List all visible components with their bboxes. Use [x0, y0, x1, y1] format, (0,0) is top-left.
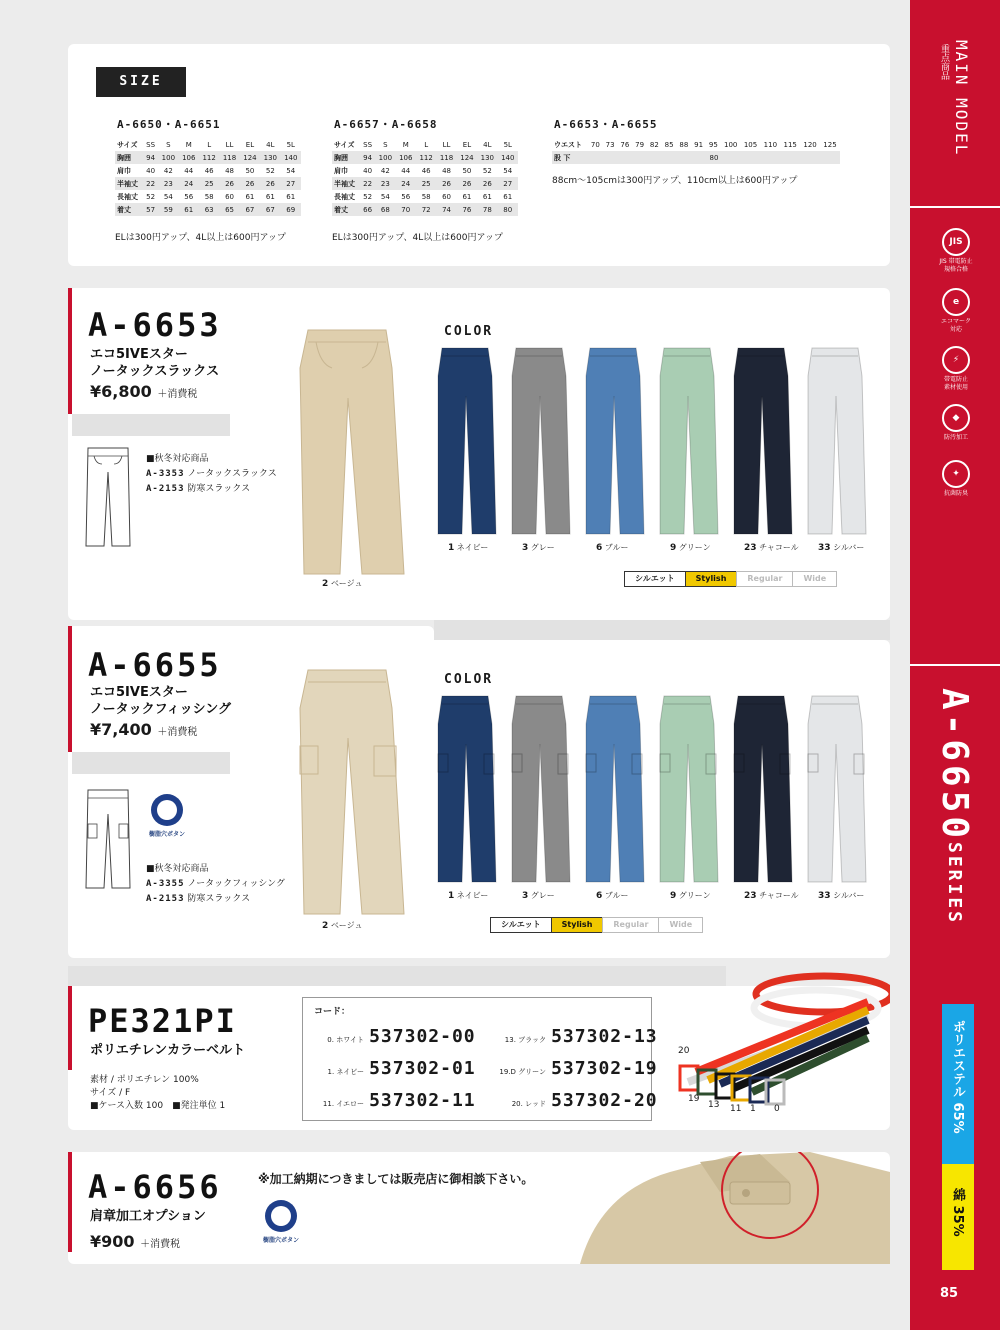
accent-bar [68, 1152, 72, 1252]
size-cell: 56 [184, 192, 194, 201]
size-header: S [166, 140, 171, 149]
silhouette-scale [490, 917, 702, 933]
color-label: 6 ブルー [596, 543, 629, 553]
size-cell: 長袖丈 [334, 192, 355, 201]
size-cell: 60 [225, 192, 234, 201]
size-cell: 118 [219, 151, 239, 164]
size-cell: 100 [158, 151, 178, 164]
size-cell: 61 [265, 192, 275, 201]
silhouette-wide: Wide [792, 571, 837, 587]
belt-number: 11 [730, 1104, 742, 1114]
belt-illustration [668, 952, 890, 1120]
color-label: 1 ネイビー [448, 543, 489, 553]
accent-bar [68, 986, 72, 1070]
size-table1 [115, 138, 301, 216]
feature-badge: ⚡ 帯電防止 素材使用 [928, 346, 984, 392]
size-cell: 44 [184, 166, 194, 175]
model-number: A-6655 [88, 646, 222, 684]
size-cell: 26 [436, 177, 456, 190]
size-cell: 54 [380, 192, 390, 201]
size-cell: 67 [260, 203, 280, 216]
resin-button-icon: 樹脂穴ボタン [144, 794, 190, 838]
size-header: SS [146, 140, 156, 149]
belt-code: 20. レッド 537302-20 [511, 1090, 658, 1111]
size-cell: 26 [477, 177, 497, 190]
size-table3 [552, 138, 840, 164]
price: ¥900 ＋消費税 [90, 1232, 181, 1251]
size-header: サイズ [334, 140, 355, 149]
belt-number: 0 [774, 1104, 780, 1114]
waist-cell: 85 [664, 140, 674, 149]
pants-color-variant [732, 346, 794, 536]
size-header: 5L [286, 140, 295, 149]
model-number: A-6653 [88, 306, 222, 344]
main-color-label: 2 ベージュ [322, 579, 363, 589]
size-cell: 22 [143, 177, 158, 190]
size-cell: 59 [158, 203, 178, 216]
pants-color-variant [510, 346, 572, 536]
color-label: 33 シルバー [818, 543, 865, 553]
size-cell: 半袖丈 [115, 177, 143, 190]
waist-cell: 91 [694, 140, 704, 149]
silhouette-label: シルエット [490, 917, 552, 933]
size-cell: 26 [240, 177, 260, 190]
color-label: 9 グリーン [670, 891, 711, 901]
size-header: S [383, 140, 388, 149]
series-model: A-6650 [934, 688, 975, 843]
resin-button-icon: 樹脂穴ボタン [258, 1200, 304, 1244]
belt-number: 20 [678, 1046, 690, 1056]
belt-code: 1. ネイビー 537302-01 [327, 1058, 476, 1079]
size-cell: 25 [416, 177, 436, 190]
feature-badge: ◆ 防汚加工 [928, 404, 984, 442]
size-header: M [402, 140, 409, 149]
color-label: 9 グリーン [670, 543, 711, 553]
color-heading: COLOR [444, 672, 494, 687]
size-cell: 124 [240, 151, 260, 164]
waist-cell: 120 [803, 140, 817, 149]
size-cell: 27 [498, 177, 518, 190]
size-cell: 胸囲 [115, 151, 143, 164]
size-table2 [332, 138, 518, 216]
size-cell: 48 [225, 166, 234, 175]
size-cell: 65 [219, 203, 239, 216]
size-cell: 52 [482, 166, 492, 175]
size-cell: 48 [442, 166, 451, 175]
size-cell: 24 [179, 177, 199, 190]
waist-label: ウエスト [554, 140, 582, 149]
size-cell: 半袖丈 [332, 177, 360, 190]
main-pants-beige [296, 668, 406, 916]
size-cell: 44 [401, 166, 411, 175]
silhouette-scale [624, 571, 836, 587]
size-header: EL [462, 140, 472, 149]
pants-color-variant [806, 694, 868, 884]
waist-cell: 115 [783, 140, 797, 149]
size-cell: 74 [436, 203, 456, 216]
size-header: 4L [483, 140, 492, 149]
color-label: 6 ブルー [596, 891, 629, 901]
winter-items: ■秋冬対応商品 A-3353 ノータックスラックス A-2153 防寒スラックス [146, 454, 277, 494]
size-cell: 胸囲 [332, 151, 360, 164]
size-header: EL [245, 140, 255, 149]
fabric-cotton-label: 綿 35% [950, 1188, 965, 1237]
size-cell: 112 [416, 151, 436, 164]
size-header: L [207, 140, 212, 149]
feature-icon: ◆ [942, 404, 970, 432]
size-badge: SIZE [96, 67, 186, 97]
size-cell: 26 [219, 177, 239, 190]
pants-color-variant [584, 346, 646, 536]
divider [434, 620, 890, 640]
silhouette-wide: Wide [658, 917, 703, 933]
pants-color-variant [436, 694, 498, 884]
size-cell: 54 [286, 166, 296, 175]
size-cell: 140 [281, 151, 301, 164]
size-header: サイズ [117, 140, 138, 149]
size-cell: 106 [396, 151, 416, 164]
size-table2-note: ELは300円アップ、4L以上は600円アップ [332, 233, 503, 243]
belt-number: 19 [688, 1094, 700, 1104]
size-cell: 78 [477, 203, 497, 216]
divider [72, 414, 230, 436]
color-label: 33 シルバー [818, 891, 865, 901]
waist-cell: 110 [763, 140, 778, 149]
size-cell: 着丈 [115, 203, 143, 216]
size-table2-title: A-6657・A-6658 [334, 118, 438, 131]
size-cell: 54 [503, 166, 513, 175]
size-cell: 76 [457, 203, 477, 216]
sidebar-divider [910, 206, 1000, 208]
waist-cell: 79 [635, 140, 645, 149]
silhouette-stylish: Stylish [685, 571, 738, 587]
main-model-sub: 重点商品 [939, 44, 949, 80]
belt-number: 1 [750, 1104, 756, 1114]
size-cell: 56 [401, 192, 411, 201]
product-name: エコ5IVEスター ノータックフィッシング [90, 685, 231, 717]
size-cell: 23 [375, 177, 395, 190]
product-name: 肩章加工オプション [90, 1209, 206, 1224]
feature-badge: ✦ 抗菌防臭 [928, 460, 984, 498]
inseam-label: 股 下 [552, 151, 588, 164]
color-label: 3 グレー [522, 891, 555, 901]
price: ¥7,400 ＋消費税 [90, 720, 198, 739]
size-cell: 40 [146, 166, 156, 175]
belt-code: 0. ホワイト 537302-00 [327, 1026, 476, 1047]
size-cell: 140 [498, 151, 518, 164]
waist-cell: 105 [743, 140, 758, 149]
waist-cell: 88 [679, 140, 689, 149]
color-label: 23 チャコール [744, 543, 799, 553]
accent-bar [68, 626, 72, 752]
color-heading: COLOR [444, 324, 494, 339]
size-cell: 80 [498, 203, 518, 216]
belt-number: 13 [708, 1100, 720, 1110]
size-header: LL [225, 140, 234, 149]
silhouette-regular: Regular [736, 571, 793, 587]
accent-bar [68, 288, 72, 414]
code-heading: コード： [314, 1007, 351, 1017]
page-number: 85 [940, 1286, 959, 1301]
main-pants-beige [296, 328, 406, 576]
size-cell: 60 [442, 192, 451, 201]
size-cell: 40 [363, 166, 373, 175]
size-cell: 66 [360, 203, 375, 216]
size-header: L [424, 140, 429, 149]
pants-color-variant [584, 694, 646, 884]
product-name: エコ5IVEスター ノータックスラックス [90, 347, 220, 379]
size-cell: 67 [240, 203, 260, 216]
size-cell: 68 [375, 203, 395, 216]
size-cell: 72 [416, 203, 436, 216]
series-word: SERIES [944, 842, 965, 926]
model-number: PE321PI [88, 1002, 237, 1040]
size-header: LL [442, 140, 451, 149]
size-cell: 94 [143, 151, 158, 164]
feature-badge: JIS JIS 帯電防止 規格合格 [928, 228, 984, 274]
waist-cell: 70 [590, 140, 600, 149]
size-cell: 61 [503, 192, 513, 201]
belt-code: 19.D グリーン 537302-19 [499, 1058, 658, 1079]
sidebar-divider [910, 664, 1000, 666]
price: ¥6,800 ＋消費税 [90, 382, 198, 401]
size-cell: 25 [199, 177, 219, 190]
silhouette-stylish: Stylish [551, 917, 604, 933]
silhouette-label: シルエット [624, 571, 686, 587]
color-label: 3 グレー [522, 543, 555, 553]
processing-notice: ※加工納期につきましては販売店に御相談下さい。 [258, 1172, 534, 1186]
size-cell: 112 [199, 151, 219, 164]
pants-color-variant [806, 346, 868, 536]
feature-icon: ✦ [942, 460, 970, 488]
size-cell: 46 [204, 166, 214, 175]
pants-color-variant [510, 694, 572, 884]
silhouette-regular: Regular [602, 917, 659, 933]
size-cell: 61 [462, 192, 472, 201]
waist-cell: 125 [823, 140, 837, 149]
size-cell: 54 [163, 192, 173, 201]
size-cell: 118 [436, 151, 456, 164]
fabric-polyester-label: ポリエステル 65% [950, 1020, 965, 1134]
belt-specs: 素材 / ポリエチレン 100% サイズ / F ■ケース入数 100 ■発注単位 1 [90, 1075, 226, 1111]
feature-icon: e [942, 288, 970, 316]
size-header: M [185, 140, 192, 149]
size-header: 5L [503, 140, 512, 149]
size-cell: 61 [286, 192, 296, 201]
winter-items: ■秋冬対応商品 A-3355 ノータックフィッシング A-2153 防寒スラックス [146, 864, 285, 904]
shirt-shoulder-photo [560, 1152, 890, 1264]
size-cell: 100 [375, 151, 395, 164]
belt-code: 11. イエロー 537302-11 [322, 1090, 476, 1111]
size-cell: 94 [360, 151, 375, 164]
size-cell: 23 [158, 177, 178, 190]
size-table3-note: 88cm〜105cmは300円アップ、110cm以上は600円アップ [552, 176, 798, 186]
size-cell: 57 [143, 203, 158, 216]
size-table3-title: A-6653・A-6655 [554, 118, 658, 131]
pants-color-variant [732, 694, 794, 884]
waist-cell: 100 [723, 140, 738, 149]
divider [68, 966, 726, 986]
feature-icon: ⚡ [942, 346, 970, 374]
size-cell: 63 [199, 203, 219, 216]
feature-badge: e エコマーク 対応 [928, 288, 984, 334]
size-cell: 22 [360, 177, 375, 190]
size-cell: 27 [281, 177, 301, 190]
color-label: 23 チャコール [744, 891, 799, 901]
main-model-label: MAIN MODEL [952, 40, 971, 157]
size-table1-note: ELは300円アップ、4L以上は600円アップ [115, 233, 286, 243]
size-cell: 70 [396, 203, 416, 216]
size-cell: 50 [462, 166, 472, 175]
pants-color-variant [436, 346, 498, 536]
product-name: ポリエチレンカラーベルト [90, 1043, 246, 1058]
size-cell: 124 [457, 151, 477, 164]
size-cell: 42 [163, 166, 173, 175]
belt-code: 13. ブラック 537302-13 [504, 1026, 658, 1047]
size-cell: 26 [457, 177, 477, 190]
inseam-cell: 80 [588, 151, 840, 164]
line-drawing-slacks [84, 446, 132, 550]
size-cell: 長袖丈 [117, 192, 138, 201]
size-header: SS [363, 140, 373, 149]
size-cell: 61 [482, 192, 492, 201]
size-cell: 52 [146, 192, 156, 201]
size-table1-title: A-6650・A-6651 [117, 118, 221, 131]
size-cell: 肩巾 [117, 166, 131, 175]
size-cell: 61 [179, 203, 199, 216]
waist-cell: 73 [605, 140, 615, 149]
pants-color-variant [658, 694, 720, 884]
size-cell: 106 [179, 151, 199, 164]
size-cell: 26 [260, 177, 280, 190]
size-cell: 肩巾 [334, 166, 348, 175]
size-cell: 69 [281, 203, 301, 216]
size-cell: 46 [421, 166, 431, 175]
size-cell: 着丈 [332, 203, 360, 216]
model-number: A-6656 [88, 1168, 222, 1206]
size-cell: 130 [477, 151, 497, 164]
size-cell: 24 [396, 177, 416, 190]
size-cell: 52 [363, 192, 373, 201]
size-cell: 58 [421, 192, 431, 201]
size-cell: 58 [204, 192, 214, 201]
main-color-label: 2 ベージュ [322, 921, 363, 931]
waist-cell: 95 [708, 140, 718, 149]
waist-cell: 76 [620, 140, 630, 149]
divider [72, 752, 230, 774]
size-cell: 130 [260, 151, 280, 164]
size-cell: 61 [245, 192, 255, 201]
size-cell: 50 [245, 166, 255, 175]
pants-color-variant [658, 346, 720, 536]
size-cell: 52 [265, 166, 275, 175]
waist-cell: 82 [649, 140, 659, 149]
color-label: 1 ネイビー [448, 891, 489, 901]
line-drawing-fishing [84, 788, 132, 892]
feature-icon: JIS [942, 228, 970, 256]
size-cell: 42 [380, 166, 390, 175]
size-header: 4L [266, 140, 275, 149]
